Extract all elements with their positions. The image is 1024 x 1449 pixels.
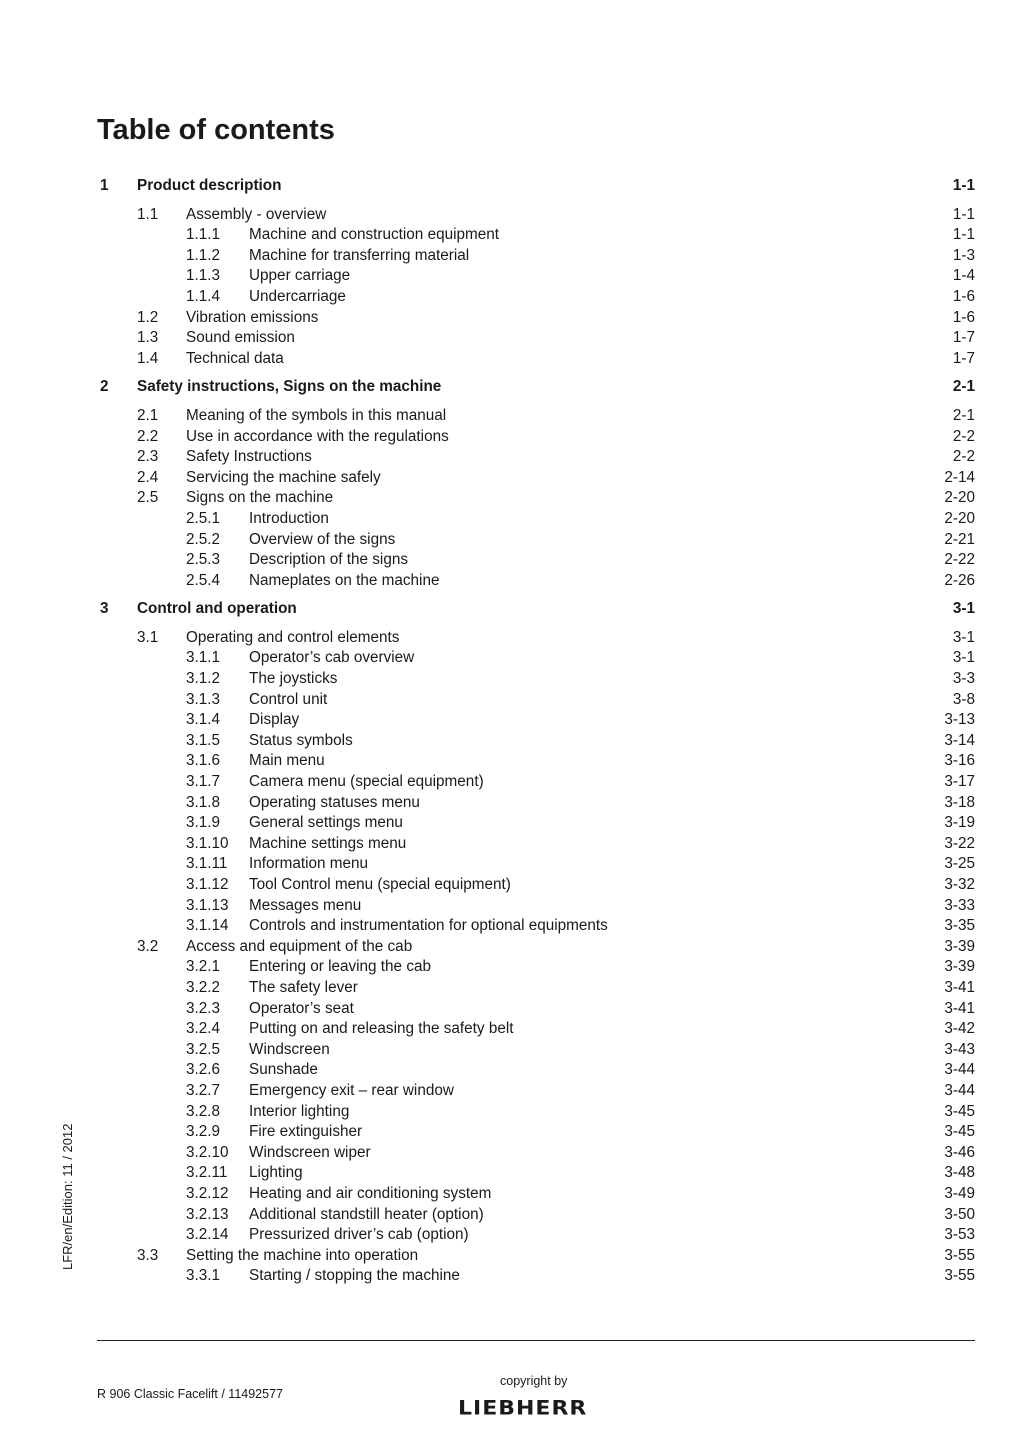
toc-entry-number: 3.2.3 [186,999,221,1017]
liebherr-logo: LIEBHERR [458,1397,588,1420]
toc-entry-page: 3-41 [944,999,975,1017]
toc-entry-number: 3.1.12 [186,876,229,893]
toc-entry[interactable] [97,813,975,834]
toc-entry-page: 2-2 [952,427,975,445]
toc-entry-title: Starting / stopping the machine [249,1267,460,1285]
toc-entry-title: Main menu [249,752,325,770]
toc-entry[interactable] [97,468,975,489]
toc-entry-title: Undercarriage [249,287,346,305]
toc-entry-line [249,793,975,814]
toc-entry-page: 3-18 [944,793,975,811]
toc-entry[interactable] [97,447,975,468]
toc-entry-number: 3.2.4 [186,1020,221,1038]
toc-entry-title: Machine for transferring material [249,246,470,264]
toc-entry-line [249,509,975,530]
toc-entry-page: 3-45 [944,1123,975,1141]
toc-entry-page: 3-55 [944,1246,975,1264]
toc-entry-number: 3.2.7 [186,1081,221,1099]
document-id: R 906 Classic Facelift / 11492577 [97,1387,283,1401]
toc-entry[interactable] [97,834,975,855]
toc-entry-title: Operating statuses menu [249,793,420,811]
toc-entry-title: Overview of the signs [249,530,396,548]
toc-entry-number: 2.3 [137,448,159,466]
toc-entry-page: 2-21 [944,530,975,548]
toc-entry-page: 1-1 [952,205,975,223]
toc-entry-page: 2-1 [952,406,975,424]
toc-entry-line [137,377,975,398]
toc-entry-line [186,328,975,349]
page-title: Table of contents [97,114,335,146]
toc-entry-page: 1-7 [952,349,975,367]
toc-entry[interactable] [97,1205,975,1226]
toc-entry-line [249,669,975,690]
toc-entry[interactable] [97,225,975,246]
toc-entry-line [249,1060,975,1081]
toc-entry-page: 2-2 [952,448,975,466]
toc-entry-number: 3.2 [137,937,159,955]
toc-entry-line [249,1040,975,1061]
toc-entry-line [249,896,975,917]
toc-entry[interactable] [97,1143,975,1164]
toc-entry-title: Sunshade [249,1061,318,1079]
toc-entry[interactable] [97,328,975,349]
toc-entry-title: Emergency exit – rear window [249,1081,454,1099]
toc-entry-page: 2-22 [944,551,975,569]
toc-entry-page: 3-35 [944,917,975,935]
toc-entry[interactable] [97,937,975,958]
toc-entry-line [186,308,975,329]
toc-entry-page: 2-14 [944,468,975,486]
toc-entry[interactable] [97,916,975,937]
toc-entry-number: 3.2.10 [186,1143,229,1161]
toc-entry-page: 3-33 [944,896,975,914]
toc-entry[interactable] [97,509,975,530]
toc-entry[interactable] [97,287,975,308]
toc-entry-line [186,937,975,958]
toc-entry-title: Interior lighting [249,1102,350,1120]
toc-entry[interactable] [97,875,975,896]
toc-entry-title: Sound emission [186,329,295,347]
toc-entry[interactable] [97,550,975,571]
toc-entry-page: 3-25 [944,855,975,873]
toc-entry[interactable] [97,530,975,551]
toc-entry-line [249,1143,975,1164]
toc-entry-page: 3-49 [944,1184,975,1202]
toc-entry-number: 3.2.13 [186,1205,229,1223]
toc-entry-line [249,1122,975,1143]
toc-entry-title: Access and equipment of the cab [186,937,413,955]
toc-entry[interactable] [97,628,975,649]
toc-entry-number: 3.1.9 [186,814,221,832]
toc-entry-number: 1 [100,177,109,194]
toc-entry-page: 3-50 [944,1205,975,1223]
toc-entry-title: Operating and control elements [186,628,400,646]
toc-entry-page: 1-1 [952,177,975,194]
toc-entry-page: 3-41 [944,978,975,996]
toc-entry-title: Technical data [186,349,284,367]
toc-entry-page: 2-1 [952,378,975,396]
toc-entry-page: 3-17 [944,773,975,791]
toc-entry[interactable] [97,957,975,978]
toc-entry-line [249,710,975,731]
toc-entry[interactable] [97,406,975,427]
toc-entry[interactable] [97,1225,975,1246]
toc-entry[interactable] [97,308,975,329]
toc-entry[interactable] [97,427,975,448]
toc-entry-number: 2.5.2 [186,530,221,548]
toc-entry-page: 2-20 [944,509,975,527]
toc-entry-page: 3-13 [944,711,975,729]
toc-entry-page: 3-16 [944,752,975,770]
toc-entry-number: 2.5.3 [186,551,221,569]
toc-entry-number: 3.2.2 [186,978,221,996]
copyright-label: copyright by [500,1374,568,1388]
toc-entry-page: 3-55 [944,1267,975,1285]
toc-entry[interactable] [97,246,975,267]
toc-entry-number: 2.5 [137,489,159,507]
toc-entry-title: Windscreen [249,1040,330,1058]
toc-entry-title: Status symbols [249,731,353,749]
toc-entry-line [249,690,975,711]
toc-entry-title: The joysticks [249,670,338,688]
toc-entry-number: 1.1.3 [186,267,221,285]
toc-entry-line [249,266,975,287]
toc-entry-page: 3-3 [952,670,975,688]
toc-entry[interactable] [97,648,975,669]
toc-entry-title: Product description [137,177,282,194]
toc-entry-title: Pressurized driver’s cab (option) [249,1226,469,1244]
toc-entry-number: 3.1.3 [186,690,221,708]
toc-entry[interactable] [97,1266,975,1287]
toc-entry-page: 3-48 [944,1164,975,1182]
toc-entry-title: Upper carriage [249,267,351,285]
toc-entry-line [249,731,975,752]
toc-entry-page: 3-8 [952,690,975,708]
toc-entry-line [186,447,975,468]
toc-entry-line [249,246,975,267]
toc-entry-number: 3.1.7 [186,773,221,791]
toc-entry-number: 3.2.1 [186,958,221,976]
toc-entry-number: 2.2 [137,427,159,445]
toc-entry-title: Machine settings menu [249,834,407,852]
toc-entry[interactable] [97,1081,975,1102]
footer-divider [97,1340,975,1341]
toc-entry-number: 3.2.5 [186,1040,221,1058]
toc-entry-page: 3-43 [944,1040,975,1058]
toc-entry[interactable] [97,1246,975,1267]
toc-entry-page: 3-46 [944,1143,975,1161]
toc-entry-title: Description of the signs [249,551,408,569]
toc-entry[interactable] [97,1040,975,1061]
toc-entry-line [249,571,975,592]
toc-entry[interactable] [97,751,975,772]
toc-entry-page: 1-1 [952,226,975,244]
toc-entry-number: 1.1.2 [186,246,221,264]
toc-entry-line [186,205,975,226]
toc-entry[interactable] [97,1060,975,1081]
toc-entry-title: Operator’s seat [249,999,354,1017]
toc-entry-line [249,1184,975,1205]
toc-entry-title: Setting the machine into operation [186,1246,419,1264]
toc-entry-line [249,550,975,571]
toc-entry-page: 3-39 [944,937,975,955]
toc-entry[interactable] [97,793,975,814]
toc-entry-title: Display [249,711,300,729]
toc-entry-number: 3.2.14 [186,1226,229,1244]
toc-entry-title: Fire extinguisher [249,1123,363,1141]
toc-entry-number: 3.1.5 [186,731,221,749]
toc-entry-line [249,1266,975,1287]
toc-entry-page: 2-26 [944,571,975,589]
toc-entry-number: 3.1 [137,628,159,646]
toc-entry-page: 3-1 [952,649,975,667]
toc-entry[interactable] [97,377,975,398]
toc-entry[interactable] [97,1163,975,1184]
toc-entry-title: Meaning of the symbols in this manual [186,406,447,424]
toc-entry-line [249,772,975,793]
toc-entry-line [249,1225,975,1246]
toc-entry-page: 3-44 [944,1081,975,1099]
toc-entry-line [249,1081,975,1102]
toc-entry-number: 2.5.1 [186,509,221,527]
toc-entry[interactable] [97,1184,975,1205]
toc-entry-number: 2.1 [137,406,159,424]
toc-entry-line [249,287,975,308]
toc-entry-number: 1.3 [137,329,159,347]
toc-entry-number: 3.2.12 [186,1184,229,1202]
toc-entry-line [186,468,975,489]
toc-entry-number: 3.1.2 [186,670,221,688]
toc-entry-number: 1.2 [137,308,159,326]
toc-entry-page: 1-6 [952,308,975,326]
toc-entry-title: Signs on the machine [186,489,334,507]
toc-entry-line [186,406,975,427]
toc-entry-page: 3-1 [952,628,975,646]
toc-entry[interactable] [97,978,975,999]
toc-entry-page: 3-42 [944,1020,975,1038]
toc-entry-line [249,813,975,834]
toc-entry-line [249,225,975,246]
toc-entry[interactable] [97,1102,975,1123]
toc-entry-title: Information menu [249,855,369,873]
toc-entry-title: Control unit [249,690,328,708]
toc-entry-page: 3-14 [944,731,975,749]
toc-entry-number: 3.2.11 [186,1164,228,1182]
toc-entry-title: Safety instructions, Signs on the machine [137,378,442,396]
toc-entry-number: 3.3.1 [186,1267,221,1285]
toc-entry[interactable] [97,772,975,793]
toc-entry-line [186,349,975,370]
toc-entry-title: Messages menu [249,896,362,914]
toc-entry-number: 3.2.6 [186,1061,221,1079]
toc-entry-page: 1-4 [952,267,975,285]
toc-entry-line [249,1019,975,1040]
toc-entry-number: 3.1.11 [186,855,228,873]
toc-entry[interactable] [97,599,975,620]
toc-entry-title: Assembly - overview [186,205,327,223]
toc-entry-page: 3-39 [944,958,975,976]
toc-entry-title: Windscreen wiper [249,1143,371,1161]
toc-entry-page: 1-6 [952,287,975,305]
toc-entry[interactable] [97,205,975,226]
toc-entry-number: 1.4 [137,349,159,367]
toc-entry[interactable] [97,349,975,370]
toc-entry-title: General settings menu [249,814,403,832]
toc-entry-title: Vibration emissions [186,308,319,326]
toc-entry-page: 3-19 [944,814,975,832]
toc-entry[interactable] [97,854,975,875]
toc-entry-number: 1.1 [137,205,159,223]
toc-entry-title: Camera menu (special equipment) [249,773,484,791]
toc-entry-number: 3.3 [137,1246,159,1264]
toc-entry-line [186,628,975,649]
table-of-contents [97,176,975,1287]
toc-entry-number: 1.1.1 [186,226,221,244]
toc-entry-number: 2.5.4 [186,571,221,589]
toc-entry-page: 3-1 [952,600,975,618]
toc-entry-page: 1-3 [952,246,975,264]
toc-entry-title: Use in accordance with the regulations [186,427,449,445]
toc-entry-line [249,530,975,551]
toc-entry-line [249,1163,975,1184]
toc-entry[interactable] [97,571,975,592]
toc-entry-page: 1-7 [952,329,975,347]
toc-entry-title: Introduction [249,509,329,527]
toc-entry[interactable] [97,488,975,509]
toc-entry-title: The safety lever [249,978,358,996]
toc-entry-number: 3.1.4 [186,711,221,729]
toc-entry-title: Lighting [249,1164,303,1182]
toc-entry-line [249,854,975,875]
toc-entry-title: Safety Instructions [186,448,312,466]
toc-entry-number: 3.1.10 [186,834,229,852]
toc-entry-title: Entering or leaving the cab [249,958,431,976]
toc-entry-page: 3-22 [944,834,975,852]
toc-entry[interactable] [97,176,975,197]
toc-entry-title: Servicing the machine safely [186,468,381,486]
toc-entry-line [249,834,975,855]
toc-entry-line [249,1205,975,1226]
toc-entry-number: 3.1.6 [186,752,221,770]
toc-entry-line [186,1246,975,1267]
toc-entry-title: Putting on and releasing the safety belt [249,1020,514,1038]
toc-entry-page: 3-45 [944,1102,975,1120]
toc-entry-line [137,176,975,197]
toc-entry-page: 2-20 [944,489,975,507]
toc-entry-number: 3.1.14 [186,917,229,935]
toc-entry-line [249,999,975,1020]
toc-entry-number: 3.1.1 [186,649,221,667]
toc-entry[interactable] [97,999,975,1020]
toc-entry[interactable] [97,1122,975,1143]
toc-entry-number: 2 [100,378,109,396]
toc-entry[interactable] [97,669,975,690]
toc-entry[interactable] [97,266,975,287]
toc-entry-title: Tool Control menu (special equipment) [249,876,511,893]
toc-entry-title: Nameplates on the machine [249,571,440,589]
toc-entry-number: 3.1.8 [186,793,221,811]
toc-entry[interactable] [97,690,975,711]
toc-entry-title: Machine and construction equipment [249,226,500,244]
toc-entry-line [249,978,975,999]
toc-entry-line [186,488,975,509]
toc-entry[interactable] [97,1019,975,1040]
toc-entry-number: 3 [100,600,109,618]
toc-entry[interactable] [97,710,975,731]
toc-entry-line [137,599,975,620]
toc-entry-title: Control and operation [137,600,297,618]
edition-side-text: LFR/en/Edition: 11 / 2012 [60,1123,75,1270]
toc-entry-number: 3.2.9 [186,1123,221,1141]
toc-entry-number: 1.1.4 [186,287,221,305]
toc-entry-line [249,916,975,937]
toc-entry-line [186,427,975,448]
toc-entry-number: 3.1.13 [186,896,229,914]
toc-entry-number: 2.4 [137,468,159,486]
toc-entry-line [249,957,975,978]
toc-entry-line [249,875,975,896]
toc-entry-line [249,1102,975,1123]
toc-entry-number: 3.2.8 [186,1102,221,1120]
toc-entry-page: 3-44 [944,1061,975,1079]
toc-entry-line [249,648,975,669]
toc-entry-page: 3-32 [944,876,975,893]
toc-entry[interactable] [97,731,975,752]
toc-entry-title: Additional standstill heater (option) [249,1205,484,1223]
toc-entry-line [249,751,975,772]
toc-entry-title: Operator’s cab overview [249,649,415,667]
toc-entry-title: Controls and instrumentation for optional equipments [249,917,608,935]
toc-entry[interactable] [97,896,975,917]
toc-entry-page: 3-53 [944,1226,975,1244]
toc-entry-title: Heating and air conditioning system [249,1184,492,1202]
